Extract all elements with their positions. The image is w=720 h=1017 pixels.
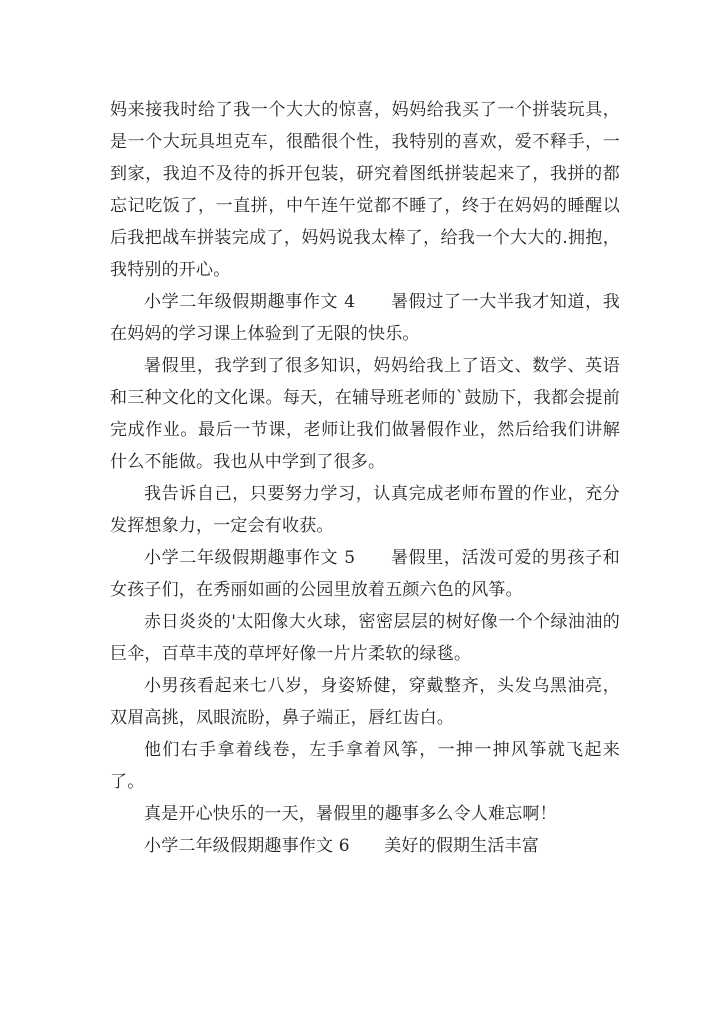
paragraph-summer-lessons: 暑假里，我学到了很多知识，妈妈给我上了语文、数学、英语和三种文化的文化课。每天，在辅导班老师的`鼓励下，我都会提前完成作业。最后一节课，老师让我们做暑假作业，然后给我们讲解什么不能做。我也从中学到了很多。 [110, 356, 620, 472]
essay-body [110, 94, 620, 862]
paragraph-happy-day: 真是开心快乐的一天，暑假里的趣事多么令人难忘啊！ [144, 804, 557, 824]
paragraph-kite-flying: 他们右手拿着线卷，左手拿着风筝，一抻一抻风筝就飞起来了。 [110, 740, 620, 792]
paragraph-boy-description: 小男孩看起来七八岁，身姿矫健，穿戴整齐，头发乌黑油亮，双眉高挑，凤眼流盼，鼻子端正，唇红齿白。 [110, 676, 620, 728]
paragraph-self-reminder: 我告诉自己，只要努力学习，认真完成老师布置的作业，充分发挥想象力，一定会有收获。 [110, 484, 620, 536]
paragraph-essay-6-heading: 小学二年级假期趣事作文 6 美好的假期生活丰富 [144, 836, 540, 856]
paragraph-essay-4-heading: 小学二年级假期趣事作文 4 暑假过了一大半我才知道，我在妈妈的学习课上体验到了无限的快乐。 [110, 292, 620, 344]
paragraph-continuation: 妈来接我时给了我一个大大的惊喜，妈妈给我买了一个拼装玩具，是一个大玩具坦克车，很酷很个性，我特别的喜欢，爱不释手，一到家，我迫不及待的拆开包装，研究着图纸拼装起来了，我拼的都忘记吃饭了，一直拼，中午连午觉都不睡了，终于在妈妈的睡醒以后我把战车拼装完成了，妈妈说我太棒了，给我一个大大的.拥抱，我特别的开心。 [110, 100, 620, 280]
paragraph-scenery: 赤日炎炎的'太阳像大火球，密密层层的树好像一个个绿油油的巨伞，百草丰茂的草坪好像一片片柔软的绿毯。 [110, 612, 620, 664]
paragraph-essay-5-heading: 小学二年级假期趣事作文 5 暑假里，活泼可爱的男孩子和女孩子们，在秀丽如画的公园里放着五颜六色的风筝。 [110, 548, 620, 600]
